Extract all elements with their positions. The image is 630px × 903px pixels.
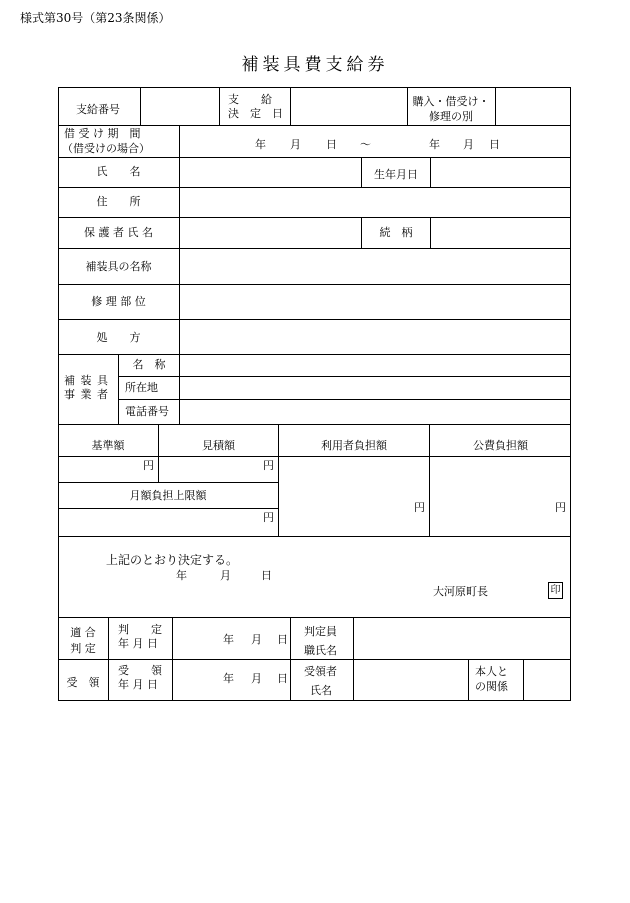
form-grid xyxy=(58,87,571,701)
judge-label-2: 職氏名 xyxy=(304,644,337,657)
decision-month: 月 xyxy=(220,569,231,582)
relationship-label: 続 柄 xyxy=(379,226,413,239)
provider-label: 補 装 具 事 業 者 xyxy=(64,374,109,401)
judgment-month: 月 xyxy=(251,633,262,646)
mayor-label: 大河原町長 xyxy=(433,585,488,598)
seal-mark: 印 xyxy=(548,582,563,599)
receiver-label-2: 氏名 xyxy=(310,684,332,697)
period-end-day: 日 xyxy=(489,138,500,151)
page-title: 補装具費支給券 xyxy=(241,55,389,75)
judgment-date-label-2: 年 月 日 xyxy=(118,637,158,650)
base-amount-yen: 円 xyxy=(143,459,154,472)
address-label: 住 所 xyxy=(96,195,141,208)
prescription-label: 処 方 xyxy=(96,331,141,344)
birthdate-label: 生年月日 xyxy=(374,168,418,181)
provider-phone-label: 電話番号 xyxy=(125,405,169,418)
purchase-type-label-1: 購入・借受け・ xyxy=(412,95,490,108)
receiver-label-1: 受領者 xyxy=(304,665,337,678)
decision-date-label-2: 決 定 日 xyxy=(228,107,283,120)
provider-location-label: 所在地 xyxy=(125,381,158,394)
decision-text: 上記のとおり決定する。 xyxy=(106,553,239,567)
conformity-label-2: 判 定 xyxy=(70,642,96,655)
judge-label-1: 判定員 xyxy=(304,625,337,638)
repair-part-label: 修 理 部 位 xyxy=(91,295,146,308)
receipt-label: 受 領 xyxy=(66,676,100,689)
period-start-month: 月 xyxy=(290,138,301,151)
period-start-day: 日 xyxy=(326,138,337,151)
form-number: 様式第30号（第23条関係） xyxy=(20,11,171,25)
public-burden-label: 公費負担額 xyxy=(473,439,528,452)
decision-year: 年 xyxy=(176,569,187,582)
receipt-month: 月 xyxy=(251,672,262,685)
conformity-label-1: 適 合 xyxy=(70,626,96,639)
period-start-year: 年 xyxy=(255,138,266,151)
public-burden-yen: 円 xyxy=(555,501,566,514)
period-end-year: 年 xyxy=(429,138,440,151)
judgment-day: 日 xyxy=(277,633,288,646)
rental-period-label-2: （借受けの場合） xyxy=(62,142,150,155)
user-burden-yen: 円 xyxy=(414,501,425,514)
guardian-name-label: 保 護 者 氏 名 xyxy=(84,226,153,239)
period-end-month: 月 xyxy=(463,138,474,151)
relation-self-label-1: 本人と xyxy=(475,665,508,678)
estimate-label: 見積額 xyxy=(202,439,235,452)
base-amount-label: 基準額 xyxy=(91,439,125,452)
voucher-form xyxy=(58,87,571,701)
judgment-year: 年 xyxy=(223,633,234,646)
device-name-label: 補装具の名称 xyxy=(85,260,152,273)
receipt-date-label-2: 年 月 日 xyxy=(118,678,158,691)
estimate-yen: 円 xyxy=(263,459,274,472)
provider-name-label: 名 称 xyxy=(132,358,166,371)
user-burden-label: 利用者負担額 xyxy=(321,439,387,452)
receipt-day: 日 xyxy=(277,672,288,685)
judgment-date-label-1: 判 定 xyxy=(118,623,162,636)
name-label: 氏 名 xyxy=(96,165,141,178)
purchase-type-label-2: 修理の別 xyxy=(429,110,473,123)
relation-self-label-2: の関係 xyxy=(475,680,508,693)
decision-date-label-1: 支 給 xyxy=(228,93,272,106)
rental-period-label-1: 借 受 け 期 間 xyxy=(64,127,141,140)
receipt-date-label-1: 受 領 xyxy=(118,664,162,677)
period-tilde: ～ xyxy=(360,138,371,151)
decision-day: 日 xyxy=(261,569,272,582)
monthly-limit-yen: 円 xyxy=(263,511,274,524)
support-number-label: 支給番号 xyxy=(76,103,120,116)
monthly-limit-label: 月額負担上限額 xyxy=(129,489,207,502)
receipt-year: 年 xyxy=(223,672,234,685)
